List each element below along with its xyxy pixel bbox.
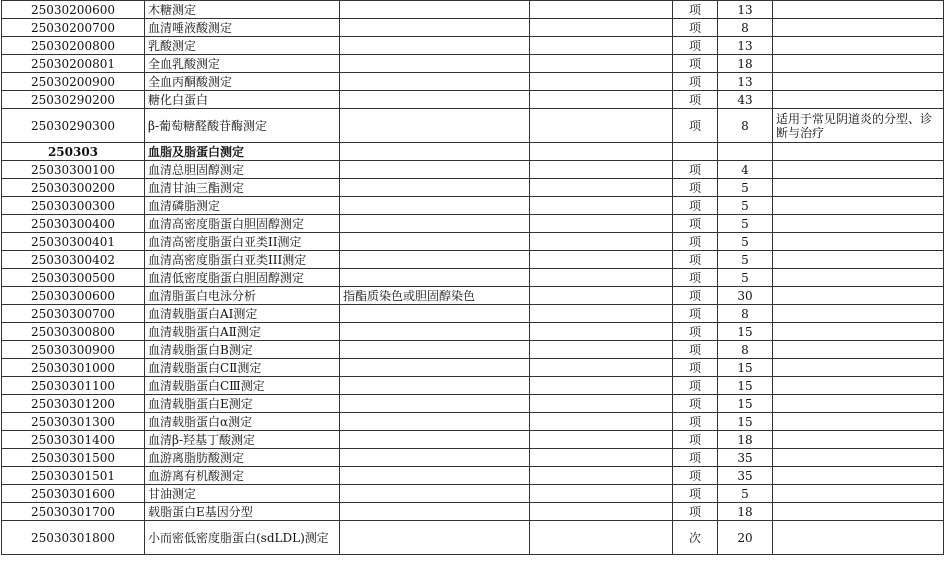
table-row [2,19,944,37]
item-exclusion-cell [530,485,673,503]
table-row [2,521,944,555]
item-unit-cell: 项 [673,73,718,91]
item-content-cell [340,109,530,143]
item-price-cell: 8 [718,109,773,143]
item-name-cell: 血脂及脂蛋白测定 [145,143,340,161]
item-name-cell: 糖化白蛋白 [145,91,340,109]
item-code-cell: 25030301100 [2,377,145,395]
item-content-cell [340,467,530,485]
item-note-cell [773,305,944,323]
item-price-cell: 8 [718,341,773,359]
table-row [2,431,944,449]
item-name-cell: 全血丙酮酸测定 [145,73,340,91]
item-name-cell: 血清载脂蛋白CⅢ测定 [145,377,340,395]
item-code-cell: 25030290200 [2,91,145,109]
item-code-cell: 25030300100 [2,161,145,179]
table-row [2,109,944,143]
item-exclusion-cell [530,233,673,251]
item-content-cell [340,521,530,555]
item-unit-cell: 项 [673,179,718,197]
item-note-cell [773,161,944,179]
item-exclusion-cell [530,377,673,395]
item-content-cell [340,197,530,215]
item-price-cell: 8 [718,305,773,323]
item-note-cell [773,1,944,19]
item-note-cell [773,287,944,305]
item-content-cell [340,359,530,377]
item-name-cell: 血清载脂蛋白B测定 [145,341,340,359]
item-note-cell [773,431,944,449]
item-price-cell: 15 [718,323,773,341]
item-name-cell: 血清载脂蛋白AⅡ测定 [145,323,340,341]
item-exclusion-cell [530,109,673,143]
item-price-cell: 35 [718,467,773,485]
item-exclusion-cell [530,341,673,359]
item-price-cell: 43 [718,91,773,109]
item-unit-cell: 项 [673,359,718,377]
item-price-cell: 13 [718,37,773,55]
item-name-cell: 全血乳酸测定 [145,55,340,73]
table-row [2,359,944,377]
item-price-cell: 5 [718,179,773,197]
table-row [2,485,944,503]
item-unit-cell: 项 [673,503,718,521]
item-note-cell [773,37,944,55]
item-price-cell: 18 [718,431,773,449]
item-name-cell: 血清总胆固醇测定 [145,161,340,179]
item-unit-cell: 项 [673,37,718,55]
item-name-cell: 血清唾液酸测定 [145,19,340,37]
item-unit-cell: 项 [673,109,718,143]
item-unit-cell: 项 [673,197,718,215]
item-note-cell [773,143,944,161]
item-code-cell: 25030200700 [2,19,145,37]
item-price-cell: 5 [718,215,773,233]
table-row [2,1,944,19]
item-unit-cell: 项 [673,485,718,503]
item-note-cell [773,323,944,341]
item-exclusion-cell [530,431,673,449]
item-name-cell: 血清载脂蛋白α测定 [145,413,340,431]
table-row [2,251,944,269]
item-code-cell: 25030301800 [2,521,145,555]
item-code-cell: 25030300300 [2,197,145,215]
item-content-cell [340,179,530,197]
item-content-cell [340,73,530,91]
table-row [2,305,944,323]
item-content-cell [340,251,530,269]
item-content-cell [340,341,530,359]
item-content-cell [340,269,530,287]
table-row [2,503,944,521]
item-content-cell [340,19,530,37]
fee-schedule-table [1,0,944,555]
item-note-cell [773,179,944,197]
item-price-cell: 15 [718,413,773,431]
item-note-cell [773,73,944,91]
item-unit-cell: 项 [673,341,718,359]
item-note-cell [773,251,944,269]
item-exclusion-cell [530,467,673,485]
item-code-cell: 25030300402 [2,251,145,269]
item-note-cell [773,91,944,109]
table-row [2,287,944,305]
item-code-cell: 25030301400 [2,431,145,449]
item-name-cell: 血清低密度脂蛋白胆固醇测定 [145,269,340,287]
item-price-cell: 13 [718,73,773,91]
item-unit-cell: 项 [673,251,718,269]
table-row [2,323,944,341]
table-row [2,179,944,197]
item-exclusion-cell [530,359,673,377]
item-price-cell: 5 [718,251,773,269]
table-row [2,91,944,109]
table-row [2,377,944,395]
item-price-cell: 5 [718,197,773,215]
table-row [2,197,944,215]
item-exclusion-cell [530,37,673,55]
item-exclusion-cell [530,161,673,179]
item-note-cell [773,55,944,73]
item-name-cell: 甘油测定 [145,485,340,503]
item-unit-cell: 项 [673,215,718,233]
item-unit-cell [673,143,718,161]
item-exclusion-cell [530,521,673,555]
item-code-cell: 25030200900 [2,73,145,91]
item-content-cell [340,431,530,449]
item-code-cell: 25030200800 [2,37,145,55]
item-unit-cell: 项 [673,377,718,395]
table-row [2,413,944,431]
item-code-cell: 25030300800 [2,323,145,341]
item-content-cell [340,413,530,431]
item-note-cell [773,341,944,359]
item-exclusion-cell [530,197,673,215]
table-row [2,215,944,233]
item-note-cell [773,377,944,395]
item-exclusion-cell [530,395,673,413]
item-name-cell: 血清高密度脂蛋白胆固醇测定 [145,215,340,233]
item-code-cell: 25030200600 [2,1,145,19]
item-unit-cell: 次 [673,521,718,555]
item-unit-cell: 项 [673,91,718,109]
item-unit-cell: 项 [673,269,718,287]
item-note-cell [773,269,944,287]
item-unit-cell: 项 [673,233,718,251]
item-note-cell [773,503,944,521]
item-name-cell: 血清β-羟基丁酸测定 [145,431,340,449]
item-content-cell [340,143,530,161]
item-code-cell: 25030300700 [2,305,145,323]
item-price-cell: 5 [718,269,773,287]
item-name-cell: 血清载脂蛋白CⅡ测定 [145,359,340,377]
item-note-cell: 适用于常见阴道炎的分型、诊断与治疗 [773,109,944,143]
item-note-cell [773,413,944,431]
item-content-cell [340,485,530,503]
item-exclusion-cell [530,323,673,341]
item-note-cell [773,449,944,467]
item-content-cell [340,91,530,109]
item-name-cell: 血清磷脂测定 [145,197,340,215]
item-note-cell [773,197,944,215]
item-exclusion-cell [530,91,673,109]
item-name-cell: 血清甘油三酯测定 [145,179,340,197]
item-code-cell: 25030301501 [2,467,145,485]
item-content-cell [340,503,530,521]
item-name-cell: 血清脂蛋白电泳分析 [145,287,340,305]
item-name-cell: 乳酸测定 [145,37,340,55]
item-price-cell: 4 [718,161,773,179]
item-code-cell: 25030290300 [2,109,145,143]
item-unit-cell: 项 [673,55,718,73]
item-exclusion-cell [530,143,673,161]
item-code-cell: 25030301000 [2,359,145,377]
item-exclusion-cell [530,73,673,91]
item-exclusion-cell [530,19,673,37]
item-content-cell [340,395,530,413]
item-code-cell: 25030300401 [2,233,145,251]
item-exclusion-cell [530,305,673,323]
item-price-cell: 18 [718,55,773,73]
item-exclusion-cell [530,269,673,287]
item-unit-cell: 项 [673,395,718,413]
item-note-cell [773,395,944,413]
item-content-cell: 指酯质染色或胆固醇染色 [340,287,530,305]
item-content-cell [340,305,530,323]
item-code-cell: 25030301600 [2,485,145,503]
item-code-cell: 250303 [2,143,145,161]
item-unit-cell: 项 [673,1,718,19]
item-content-cell [340,1,530,19]
item-note-cell [773,359,944,377]
item-code-cell: 25030300900 [2,341,145,359]
item-content-cell [340,55,530,73]
item-price-cell: 8 [718,19,773,37]
item-content-cell [340,323,530,341]
item-price-cell [718,143,773,161]
item-name-cell: 血清高密度脂蛋白亚类III测定 [145,251,340,269]
item-unit-cell: 项 [673,305,718,323]
item-price-cell: 35 [718,449,773,467]
item-code-cell: 25030301200 [2,395,145,413]
item-price-cell: 15 [718,359,773,377]
item-exclusion-cell [530,1,673,19]
item-name-cell: 血游离脂肪酸测定 [145,449,340,467]
table-row [2,161,944,179]
item-name-cell: β-葡萄糖醛酸苷酶测定 [145,109,340,143]
item-unit-cell: 项 [673,467,718,485]
item-exclusion-cell [530,215,673,233]
table-row [2,395,944,413]
item-exclusion-cell [530,287,673,305]
table-row [2,341,944,359]
item-price-cell: 30 [718,287,773,305]
item-price-cell: 20 [718,521,773,555]
item-unit-cell: 项 [673,449,718,467]
item-price-cell: 15 [718,395,773,413]
item-code-cell: 25030300500 [2,269,145,287]
item-code-cell: 25030300200 [2,179,145,197]
table-row [2,233,944,251]
item-code-cell: 25030301300 [2,413,145,431]
item-unit-cell: 项 [673,413,718,431]
item-content-cell [340,377,530,395]
table-row [2,269,944,287]
table-row [2,55,944,73]
table-row [2,449,944,467]
table-row [2,73,944,91]
item-price-cell: 18 [718,503,773,521]
item-code-cell: 25030200801 [2,55,145,73]
item-unit-cell: 项 [673,323,718,341]
item-exclusion-cell [530,251,673,269]
item-exclusion-cell [530,179,673,197]
item-content-cell [340,233,530,251]
table-body [2,1,944,555]
item-content-cell [340,449,530,467]
item-note-cell [773,233,944,251]
item-price-cell: 15 [718,377,773,395]
item-price-cell: 13 [718,1,773,19]
item-name-cell: 木糖测定 [145,1,340,19]
item-exclusion-cell [530,449,673,467]
item-code-cell: 25030300600 [2,287,145,305]
item-note-cell [773,521,944,555]
item-exclusion-cell [530,55,673,73]
item-note-cell [773,215,944,233]
item-content-cell [340,215,530,233]
item-note-cell [773,485,944,503]
item-unit-cell: 项 [673,19,718,37]
section-header-row [2,143,944,161]
table-row [2,467,944,485]
item-code-cell: 25030301700 [2,503,145,521]
item-content-cell [340,161,530,179]
item-name-cell: 血清载脂蛋白AⅠ测定 [145,305,340,323]
item-unit-cell: 项 [673,431,718,449]
item-exclusion-cell [530,413,673,431]
item-price-cell: 5 [718,233,773,251]
item-note-cell [773,467,944,485]
item-unit-cell: 项 [673,161,718,179]
item-price-cell: 5 [718,485,773,503]
item-note-cell [773,19,944,37]
item-name-cell: 血清载脂蛋白E测定 [145,395,340,413]
table-row [2,37,944,55]
item-exclusion-cell [530,503,673,521]
item-name-cell: 小而密低密度脂蛋白(sdLDL)测定 [145,521,340,555]
item-name-cell: 血游离有机酸测定 [145,467,340,485]
item-code-cell: 25030301500 [2,449,145,467]
item-code-cell: 25030300400 [2,215,145,233]
item-name-cell: 血清高密度脂蛋白亚类II测定 [145,233,340,251]
item-content-cell [340,37,530,55]
item-unit-cell: 项 [673,287,718,305]
item-name-cell: 载脂蛋白E基因分型 [145,503,340,521]
